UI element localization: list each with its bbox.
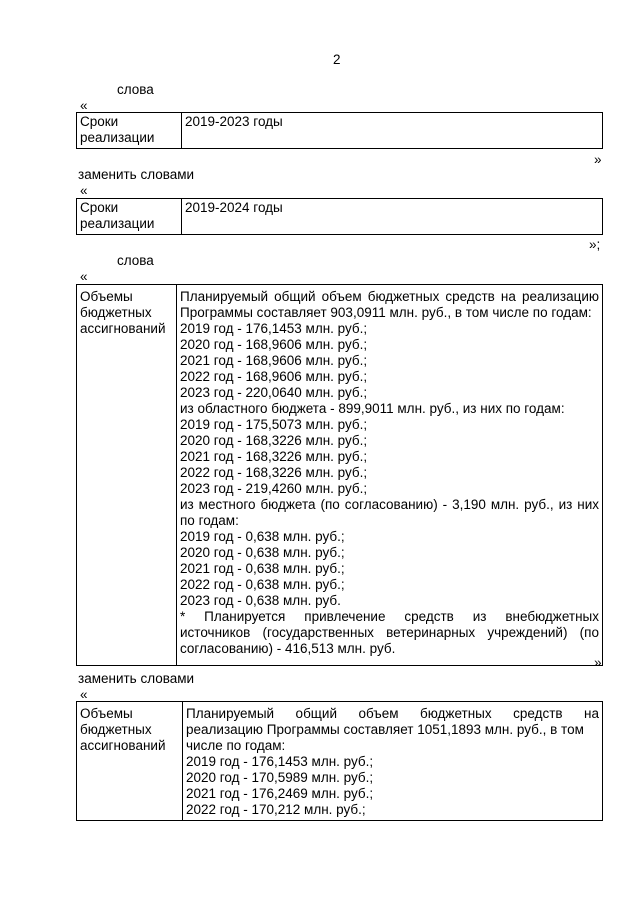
footnote-line: * Планируется привлечение средств из внебюджетных [180,609,599,624]
label-line: Объемы [80,289,133,304]
open-quote: « [80,687,88,702]
term-value: 2019-2023 годы [185,114,283,129]
budget-table-old [76,284,603,666]
budget-cell [177,285,603,666]
year-amount: 2021 год - 168,9606 млн. руб.; [180,353,368,368]
budget-intro-line: реализацию Программы составляет 1051,1893 млн. руб., в том [186,722,584,737]
value-cell [182,113,603,149]
label-line: ассигнований [80,321,166,336]
budget-intro-line: Планируемый общий объем бюджетных средств на реализацию [180,289,599,304]
budget-cell [183,702,603,821]
year-amount: 2020 год - 0,638 млн. руб.; [180,545,345,560]
lead-text-replace: заменить словами [78,671,195,686]
label-line: бюджетных [80,305,152,320]
label-line: Сроки [80,114,119,129]
local-budget-intro: по годам: [180,513,239,528]
label-line: реализации [80,130,155,145]
year-amount: 2020 год - 170,5989 млн. руб.; [186,770,374,785]
value-cell [182,199,603,235]
regional-budget-intro: из областного бюджета - 899,9011 млн. руб., из них по годам: [180,401,565,416]
term-table-new [76,198,603,235]
label-cell [77,702,183,821]
year-amount: 2022 год - 168,9606 млн. руб.; [180,369,368,384]
year-amount: 2021 год - 176,2469 млн. руб.; [186,786,374,801]
year-amount: 2022 год - 168,3226 млн. руб.; [180,465,368,480]
lead-text-words: слова [117,253,154,268]
label-line: бюджетных [80,722,152,737]
year-amount: 2023 год - 220,0640 млн. руб.; [180,385,368,400]
budget-intro-line: Планируемый общий объем бюджетных средств на [186,706,599,721]
budget-intro-line: Программы составляет 903,0911 млн. руб., в том числе по годам: [180,305,592,320]
year-amount: 2020 год - 168,9606 млн. руб.; [180,337,368,352]
close-quote: »; [589,237,601,252]
lead-text-replace: заменить словами [78,167,195,182]
year-amount: 2022 год - 170,212 млн. руб.; [186,802,366,817]
open-quote: « [80,269,88,284]
open-quote: « [80,183,88,198]
year-amount: 2022 год - 0,638 млн. руб.; [180,577,345,592]
budget-table-new [76,701,603,821]
label-line: Сроки [80,200,119,215]
label-cell [77,199,182,235]
year-amount: 2019 год - 176,1453 млн. руб.; [186,754,374,769]
year-amount: 2021 год - 168,3226 млн. руб.; [180,449,368,464]
local-budget-intro: из местного бюджета (по согласованию) - 3,190 млн. руб., из них [180,497,599,512]
year-amount: 2023 год - 219,4260 млн. руб.; [180,481,368,496]
label-cell [77,285,177,666]
footnote-line: источников (государственных ветеринарных учреждений) (по [180,625,599,640]
year-amount: 2019 год - 0,638 млн. руб.; [180,529,345,544]
term-value: 2019-2024 годы [185,200,283,215]
term-table-old [76,112,603,149]
close-quote: » [594,655,602,670]
close-quote: » [594,152,602,167]
footnote-line: согласованию) - 416,513 млн. руб. [180,641,396,656]
year-amount: 2019 год - 175,5073 млн. руб.; [180,417,368,432]
page-number: 2 [333,52,341,67]
year-amount: 2021 год - 0,638 млн. руб.; [180,561,345,576]
year-amount: 2023 год - 0,638 млн. руб. [180,593,341,608]
budget-intro-line: числе по годам: [186,738,286,753]
year-amount: 2019 год - 176,1453 млн. руб.; [180,321,368,336]
open-quote: « [80,98,88,113]
label-cell [77,113,182,149]
label-line: ассигнований [80,738,166,753]
label-line: Объемы [80,706,133,721]
label-line: реализации [80,216,155,231]
lead-text-words: слова [117,82,154,97]
year-amount: 2020 год - 168,3226 млн. руб.; [180,433,368,448]
